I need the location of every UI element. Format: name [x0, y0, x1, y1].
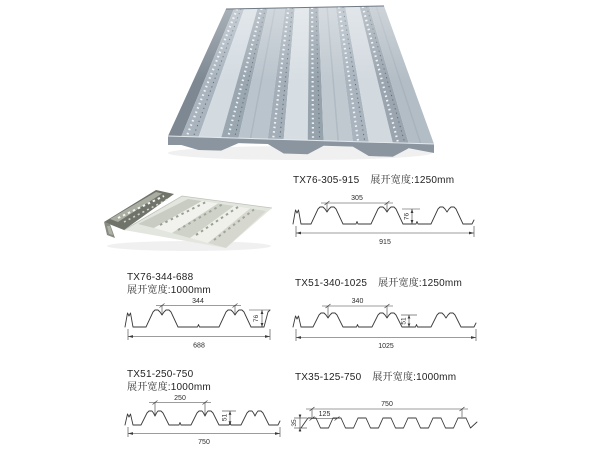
dim-height-value: 35: [291, 419, 298, 427]
profile-outline: [125, 310, 270, 327]
dim-top-value: 250: [174, 395, 186, 402]
unfold-width-label: 展开宽度:1250mm: [370, 175, 455, 186]
photo-shadow: [107, 241, 271, 251]
dim-top-value: 344: [192, 298, 204, 305]
diagram-title-tx35-125-750: [295, 371, 456, 384]
dimension-overall: [296, 226, 474, 246]
deck-sheen: [168, 6, 434, 144]
dim-overall-value: 915: [379, 239, 391, 246]
dim-overall-value: 750: [381, 401, 393, 408]
profile-outline: [125, 411, 280, 425]
profile-diagram-tx51-340-1025: [290, 291, 482, 355]
dimension-pitch: [310, 411, 340, 421]
dim-pitch-value: 125: [318, 411, 331, 418]
dimension-height: [222, 411, 237, 425]
dim-overall-value: 688: [193, 342, 205, 350]
dim-height-value: 76: [253, 314, 260, 323]
dimension-overall: [128, 427, 280, 446]
profile-outline: [293, 207, 474, 224]
dimension-overall: [296, 329, 476, 350]
diagram-title-tx76-344-688: [127, 271, 211, 297]
dimension-height: [401, 315, 418, 327]
unfold-width-label: 展开宽度:1250mm: [378, 278, 462, 289]
profile-diagram-tx51-250-750: [118, 394, 290, 450]
dim-top-value: 340: [351, 298, 364, 305]
dimension-top: [156, 298, 241, 314]
unfold-width-label: 展开宽度:1000mm: [372, 372, 457, 383]
dim-height-value: 76: [403, 212, 411, 221]
dim-height-value: 51: [221, 413, 229, 422]
unfold-width-label: 展开宽度:1000mm: [127, 382, 211, 393]
unfold-width-label: 展开宽度:1000mm: [127, 285, 211, 296]
main-deck-photo: [158, 0, 442, 164]
dim-overall-value: 1025: [378, 343, 394, 350]
profile-outline: [301, 418, 477, 428]
sample-deck-photo: [94, 178, 278, 254]
diagram-title-tx51-250-750: [127, 368, 211, 394]
dim-top-value: 305: [351, 195, 363, 202]
model-code: TX76-305-915: [293, 175, 360, 186]
model-code: TX51-250-750: [127, 369, 194, 380]
dimension-top: [322, 298, 393, 317]
dimension-height: [249, 310, 270, 327]
profile-diagram-tx76-344-688: [118, 296, 286, 356]
diagram-title-tx76-305-915: [293, 174, 454, 187]
diagram-title-tx51-340-1025: [295, 277, 462, 290]
dimension-overall: [128, 329, 270, 350]
profile-diagram-tx35-125-750: [288, 394, 488, 450]
dim-overall-value: 750: [198, 439, 210, 446]
profile-diagram-tx76-305-915: [290, 188, 482, 252]
dim-height-value: 51: [400, 317, 408, 325]
dimension-top: [321, 195, 393, 211]
model-code: TX35-125-750: [295, 372, 362, 383]
model-code: TX51-340-1025: [295, 278, 368, 289]
model-code: TX76-344-688: [127, 272, 194, 283]
dimension-top: [149, 395, 211, 415]
profile-outline: [293, 313, 476, 327]
